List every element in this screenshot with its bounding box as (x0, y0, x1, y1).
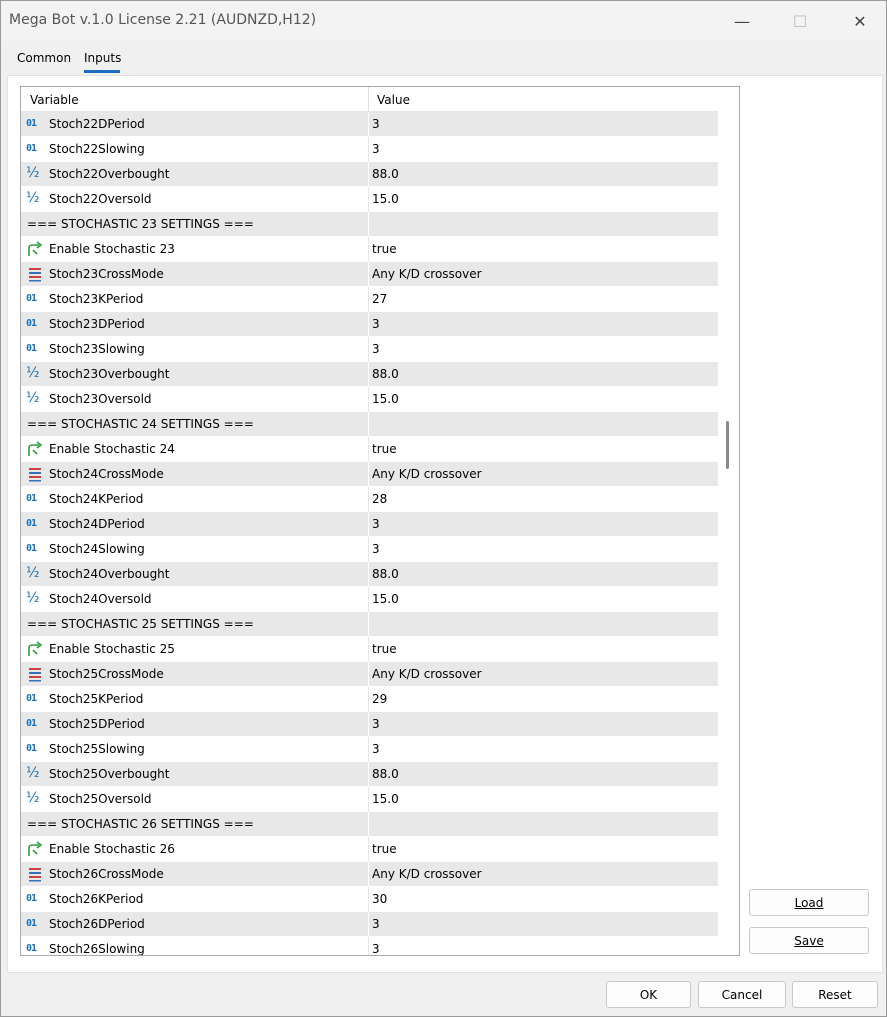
cell-divider (368, 612, 369, 637)
cell-divider (368, 112, 369, 137)
variable-name: Stoch23CrossMode (49, 267, 164, 281)
int-type-icon: 01 (26, 293, 37, 304)
table-row[interactable] (21, 587, 718, 612)
column-header-value[interactable]: Value (377, 93, 410, 107)
variable-value[interactable]: true (372, 642, 397, 656)
variable-name: Stoch26DPeriod (49, 917, 145, 931)
variable-name: Stoch24DPeriod (49, 517, 145, 531)
variable-value[interactable]: 3 (372, 142, 380, 156)
section-header-row[interactable] (21, 412, 718, 437)
cell-divider (368, 412, 369, 437)
int-type-icon: 01 (26, 518, 37, 529)
table-row[interactable] (21, 862, 718, 887)
column-header-variable[interactable]: Variable (30, 93, 79, 107)
variable-value[interactable]: 3 (372, 317, 380, 331)
enum-type-icon (26, 466, 44, 482)
table-row[interactable] (21, 362, 718, 387)
table-row[interactable] (21, 487, 718, 512)
variable-value[interactable]: 15.0 (372, 792, 399, 806)
table-row[interactable] (21, 912, 718, 937)
variable-name: Enable Stochastic 23 (49, 242, 175, 256)
maximize-icon[interactable]: ☐ (792, 11, 808, 31)
inputs-grid[interactable] (20, 86, 740, 956)
title-bar[interactable] (1, 1, 886, 41)
variable-value[interactable]: 3 (372, 742, 380, 756)
cell-divider (368, 912, 369, 937)
table-row[interactable] (21, 562, 718, 587)
table-row[interactable] (21, 537, 718, 562)
variable-value[interactable]: 3 (372, 917, 380, 931)
table-row[interactable] (21, 162, 718, 187)
variable-name: Stoch23DPeriod (49, 317, 145, 331)
int-type-icon: 01 (26, 743, 37, 754)
table-row[interactable] (21, 137, 718, 162)
int-type-icon: 01 (26, 918, 37, 929)
variable-name: Stoch24KPeriod (49, 492, 144, 506)
cell-divider (368, 737, 369, 762)
variable-name: Stoch24Slowing (49, 542, 145, 556)
variable-name: === STOCHASTIC 26 SETTINGS === (27, 817, 254, 831)
variable-value[interactable]: 88.0 (372, 567, 399, 581)
save-button-label: Save (794, 933, 824, 948)
enum-type-icon (26, 266, 44, 282)
table-row[interactable] (21, 687, 718, 712)
variable-value[interactable]: 88.0 (372, 167, 399, 181)
variable-value[interactable]: Any K/D crossover (372, 267, 482, 281)
reset-button[interactable] (792, 981, 878, 1008)
variable-name: Stoch26KPeriod (49, 892, 144, 906)
cell-divider (368, 137, 369, 162)
variable-name: Stoch25Overbought (49, 767, 170, 781)
enum-type-icon (26, 866, 44, 882)
variable-value[interactable]: true (372, 242, 397, 256)
int-type-icon: 01 (26, 143, 37, 154)
reset-button-label: Reset (818, 987, 852, 1002)
variable-value[interactable]: 15.0 (372, 192, 399, 206)
table-row[interactable] (21, 937, 718, 956)
cell-divider (368, 287, 369, 312)
variable-name: Stoch25KPeriod (49, 692, 144, 706)
int-type-icon: 01 (26, 318, 37, 329)
ok-button-label: OK (639, 987, 658, 1002)
variable-name: Enable Stochastic 25 (49, 642, 175, 656)
variable-value[interactable]: 29 (372, 692, 388, 706)
variable-name: Stoch22DPeriod (49, 117, 145, 131)
variable-value[interactable]: Any K/D crossover (372, 467, 482, 481)
variable-value[interactable]: 3 (372, 117, 380, 131)
cell-divider (368, 587, 369, 612)
cell-divider (368, 712, 369, 737)
grid-header (21, 87, 718, 112)
cell-divider (368, 812, 369, 837)
variable-value[interactable]: true (372, 842, 397, 856)
int-type-icon: 01 (26, 343, 37, 354)
variable-name: Stoch25Oversold (49, 792, 152, 806)
variable-value[interactable]: 88.0 (372, 367, 399, 381)
table-row[interactable] (21, 662, 718, 687)
cell-divider (368, 312, 369, 337)
table-row[interactable] (21, 887, 718, 912)
cell-divider (368, 262, 369, 287)
save-button[interactable] (749, 927, 869, 954)
int-type-icon: 01 (26, 893, 37, 904)
variable-name: Enable Stochastic 26 (49, 842, 175, 856)
variable-name: === STOCHASTIC 24 SETTINGS === (27, 417, 254, 431)
variable-value[interactable]: 3 (372, 542, 380, 556)
table-row[interactable] (21, 637, 718, 662)
cell-divider (368, 837, 369, 862)
variable-value[interactable]: 3 (372, 717, 380, 731)
variable-name: === STOCHASTIC 23 SETTINGS === (27, 217, 254, 231)
table-row[interactable] (21, 437, 718, 462)
variable-name: Stoch25Slowing (49, 742, 145, 756)
double-type-icon: ½ (26, 365, 40, 381)
variable-name: Stoch22Overbought (49, 167, 170, 181)
double-type-icon: ½ (26, 790, 40, 806)
cell-divider (368, 462, 369, 487)
scrollbar-thumb[interactable] (726, 421, 729, 469)
variable-name: Stoch23Oversold (49, 392, 152, 406)
minimize-icon[interactable]: — (734, 11, 750, 31)
load-button-label: Load (794, 895, 824, 910)
ok-button[interactable] (606, 981, 691, 1008)
cell-divider (368, 362, 369, 387)
cell-divider (368, 187, 369, 212)
enum-type-icon (26, 666, 44, 682)
double-type-icon: ½ (26, 590, 40, 606)
table-row[interactable] (21, 762, 718, 787)
variable-value[interactable]: Any K/D crossover (372, 667, 482, 681)
cell-divider (368, 537, 369, 562)
variable-name: Stoch23Overbought (49, 367, 170, 381)
cell-divider (368, 937, 369, 956)
cell-divider (368, 887, 369, 912)
tab-common[interactable]: Common (17, 51, 72, 65)
double-type-icon: ½ (26, 190, 40, 206)
variable-value[interactable]: Any K/D crossover (372, 867, 482, 881)
variable-name: Stoch22Oversold (49, 192, 152, 206)
variable-name: Stoch24Overbought (49, 567, 170, 581)
column-divider[interactable] (368, 87, 369, 112)
cell-divider (368, 862, 369, 887)
table-row[interactable] (21, 837, 718, 862)
vertical-scrollbar[interactable] (718, 87, 739, 955)
double-type-icon: ½ (26, 765, 40, 781)
variable-value[interactable]: 27 (372, 292, 388, 306)
table-row[interactable] (21, 337, 718, 362)
int-type-icon: 01 (26, 543, 37, 554)
variable-value[interactable]: 3 (372, 517, 380, 531)
bool-type-icon (26, 241, 44, 257)
cell-divider (368, 762, 369, 787)
table-row[interactable] (21, 787, 718, 812)
variable-name: Enable Stochastic 24 (49, 442, 175, 456)
cell-divider (368, 487, 369, 512)
int-type-icon: 01 (26, 493, 37, 504)
variable-name: Stoch23Slowing (49, 342, 145, 356)
table-row[interactable] (21, 112, 718, 137)
table-row[interactable] (21, 387, 718, 412)
table-row[interactable] (21, 287, 718, 312)
cell-divider (368, 637, 369, 662)
variable-value[interactable]: true (372, 442, 397, 456)
variable-name: Stoch25DPeriod (49, 717, 145, 731)
bool-type-icon (26, 641, 44, 657)
variable-value[interactable]: 3 (372, 342, 380, 356)
tab-inputs-label: Inputs (84, 51, 122, 65)
section-header-row[interactable] (21, 612, 718, 637)
cell-divider (368, 662, 369, 687)
bool-type-icon (26, 441, 44, 457)
int-type-icon: 01 (26, 718, 37, 729)
table-row[interactable] (21, 237, 718, 262)
double-type-icon: ½ (26, 165, 40, 181)
table-row[interactable] (21, 462, 718, 487)
table-row[interactable] (21, 187, 718, 212)
cell-divider (368, 212, 369, 237)
int-type-icon: 01 (26, 693, 37, 704)
cell-divider (368, 512, 369, 537)
int-type-icon: 01 (26, 118, 37, 129)
cell-divider (368, 687, 369, 712)
variable-value[interactable]: 3 (372, 942, 380, 956)
variable-name: === STOCHASTIC 25 SETTINGS === (27, 617, 254, 631)
variable-name: Stoch25CrossMode (49, 667, 164, 681)
window-title: Mega Bot v.1.0 License 2.21 (AUDNZD,H12) (9, 12, 317, 28)
active-tab-indicator (84, 70, 120, 73)
section-header-row[interactable] (21, 212, 718, 237)
int-type-icon: 01 (26, 943, 37, 954)
cell-divider (368, 162, 369, 187)
cell-divider (368, 562, 369, 587)
double-type-icon: ½ (26, 390, 40, 406)
variable-value[interactable]: 30 (372, 892, 388, 906)
table-row[interactable] (21, 712, 718, 737)
variable-value[interactable]: 88.0 (372, 767, 399, 781)
table-row[interactable] (21, 262, 718, 287)
cell-divider (368, 787, 369, 812)
variable-value[interactable]: 28 (372, 492, 388, 506)
bool-type-icon (26, 841, 44, 857)
cancel-button[interactable] (698, 981, 786, 1008)
variable-name: Stoch23KPeriod (49, 292, 144, 306)
section-header-row[interactable] (21, 812, 718, 837)
cell-divider (368, 337, 369, 362)
cell-divider (368, 437, 369, 462)
variable-value[interactable]: 15.0 (372, 392, 399, 406)
cell-divider (368, 387, 369, 412)
grid-rows (21, 112, 718, 956)
close-icon[interactable]: ✕ (853, 11, 867, 31)
table-row[interactable] (21, 312, 718, 337)
variable-name: Stoch26CrossMode (49, 867, 164, 881)
variable-name: Stoch26Slowing (49, 942, 145, 956)
variable-value[interactable]: 15.0 (372, 592, 399, 606)
tab-inputs[interactable] (84, 51, 121, 65)
table-row[interactable] (21, 737, 718, 762)
variable-name: Stoch24CrossMode (49, 467, 164, 481)
table-row[interactable] (21, 512, 718, 537)
cell-divider (368, 237, 369, 262)
variable-name: Stoch22Slowing (49, 142, 145, 156)
load-button[interactable] (749, 889, 869, 916)
cancel-button-label: Cancel (721, 987, 763, 1002)
double-type-icon: ½ (26, 565, 40, 581)
variable-name: Stoch24Oversold (49, 592, 152, 606)
